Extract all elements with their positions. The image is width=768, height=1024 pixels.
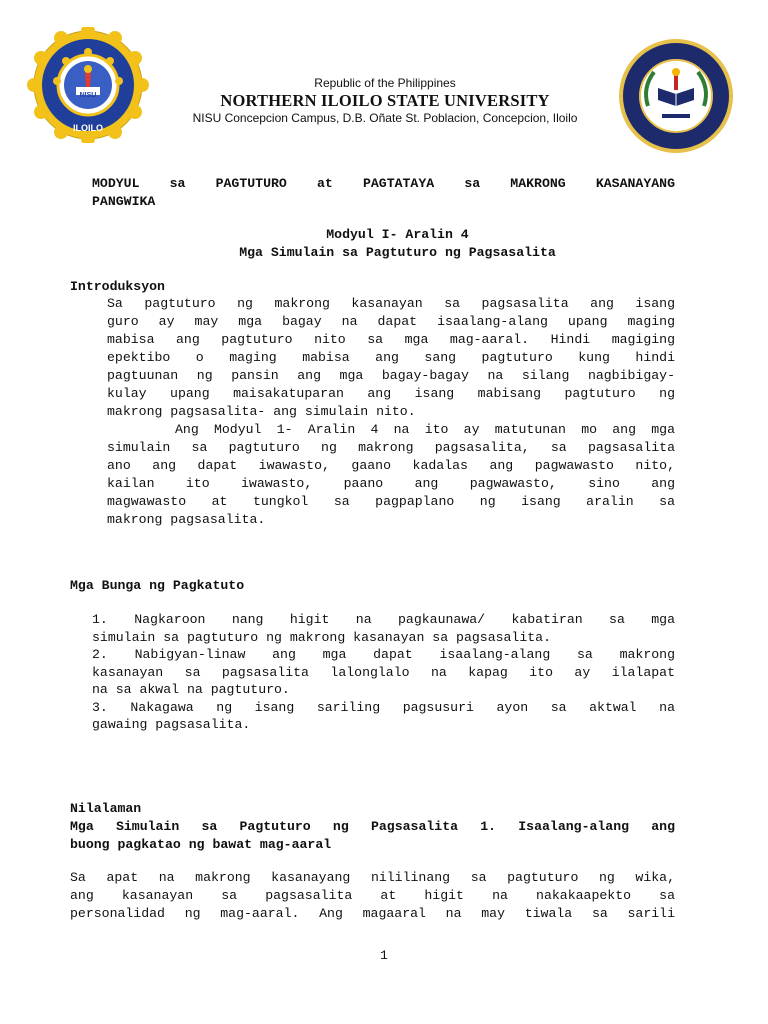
bunga-item-line: 3. Nakagawa ng isang sariling pagsusuri ayon sa aktwal na [92,700,675,715]
nilalaman-body-line: personalidad ng mag-aaral. Ang magaaral na may tiwala sa sarili [70,906,675,921]
page-number: 1 [380,948,388,963]
intro-para2-line: simulain sa pagtuturo ng makrong pagsasalita, sa pagsasalita [107,440,675,455]
seal-center-text: NISU [79,92,97,99]
bunga-item-line: 1. Nagkaroon nang higit na pagkaunawa/ kabatiran sa mga [92,612,675,627]
intro-para2-line: ano ang dapat iwawasto, gaano kadalas ang pagwawasto nito, [107,458,675,473]
campus-address: NISU Concepcion Campus, D.B. Oñate St. Poblacion, Concepcion, Iloilo [192,111,578,125]
intro-para1-line: epektibo o maging mabisa ang sang pagtuturo kung hindi [107,350,675,365]
lesson-title: Mga Simulain sa Pagtuturo ng Pagsasalita [239,245,556,260]
intro-para2-line: magwawasto at tungkol sa pagpaplano ng isang aralin sa [107,494,675,509]
intro-para1-line: kulay upang maisakatuparan ang isang mabisang pagtuturo ng [107,386,675,401]
nilalaman-heading: Nilalaman [70,801,142,816]
bunga-item-line: gawaing pagsasalita. [92,717,251,732]
college-of-education-seal-logo [617,37,735,155]
nilalaman-body-line: Sa apat na makrong kasanayang nililinang sa pagtuturo ng wika, [70,870,675,885]
nilalaman-body-line: ang kasanayan sa pagsasalita at higit na nakakaapekto sa [70,888,675,903]
university-name: NORTHERN ILOILO STATE UNIVERSITY [220,91,550,110]
bunga-item-line: simulain sa pagtuturo ng makrong kasanayan sa pagsasalita. [92,630,551,645]
intro-para2-line: kailan ito iwawasto, paano ang pagwawasto, sino ang [107,476,675,491]
nisu-seal-logo [22,27,154,143]
republic-line: Republic of the Philippines [314,76,456,90]
bunga-heading: Mga Bunga ng Pagkatuto [70,578,245,593]
intro-para2-line: makrong pagsasalita. [107,512,266,527]
module-title-line1: MODYUL sa PAGTUTURO at PAGTATAYA sa MAKRONG KASANAYANG [92,176,675,191]
lesson-number: Modyul I- Aralin 4 [326,227,469,242]
bunga-item-line: 2. Nabigyan-linaw ang mga dapat isaalang-alang sa makrong [92,647,675,662]
nilalaman-subheading-cont: buong pagkatao ng bawat mag-aaral [70,837,332,852]
bunga-item-line: na sa akwal na pagtuturo. [92,682,290,697]
introduksyon-heading: Introduksyon [70,279,165,294]
intro-para1-line: guro ay may mga bagay na dapat isaalang-alang upang maging [107,314,675,329]
intro-para1-line: Sa pagtuturo ng makrong kasanayan sa pagsasalita ang isang [107,296,675,311]
seal-bottom-text: ILOILO [73,123,103,133]
nilalaman-subheading: Mga Simulain sa Pagtuturo ng Pagsasalita 1. Isaalang-alang ang [70,819,675,834]
module-title-line2: PANGWIKA [92,194,156,209]
intro-para1-line: makrong pagsasalita- ang simulain nito. [107,404,416,419]
intro-para2-line: Ang Modyul 1- Aralin 4 na ito ay matutunan mo ang mga [175,422,675,437]
intro-para1-line: pagtuunan ng pansin ang mga bagay-bagay na silang nagbibigay- [107,368,675,383]
bunga-item-line: kasanayan sa pagsasalita lalonglalo na kapag ito ay ilalapat [92,665,675,680]
intro-para1-line: mabisa ang pagtuturo nito sa mga mag-aaral. Hindi magiging [107,332,675,347]
